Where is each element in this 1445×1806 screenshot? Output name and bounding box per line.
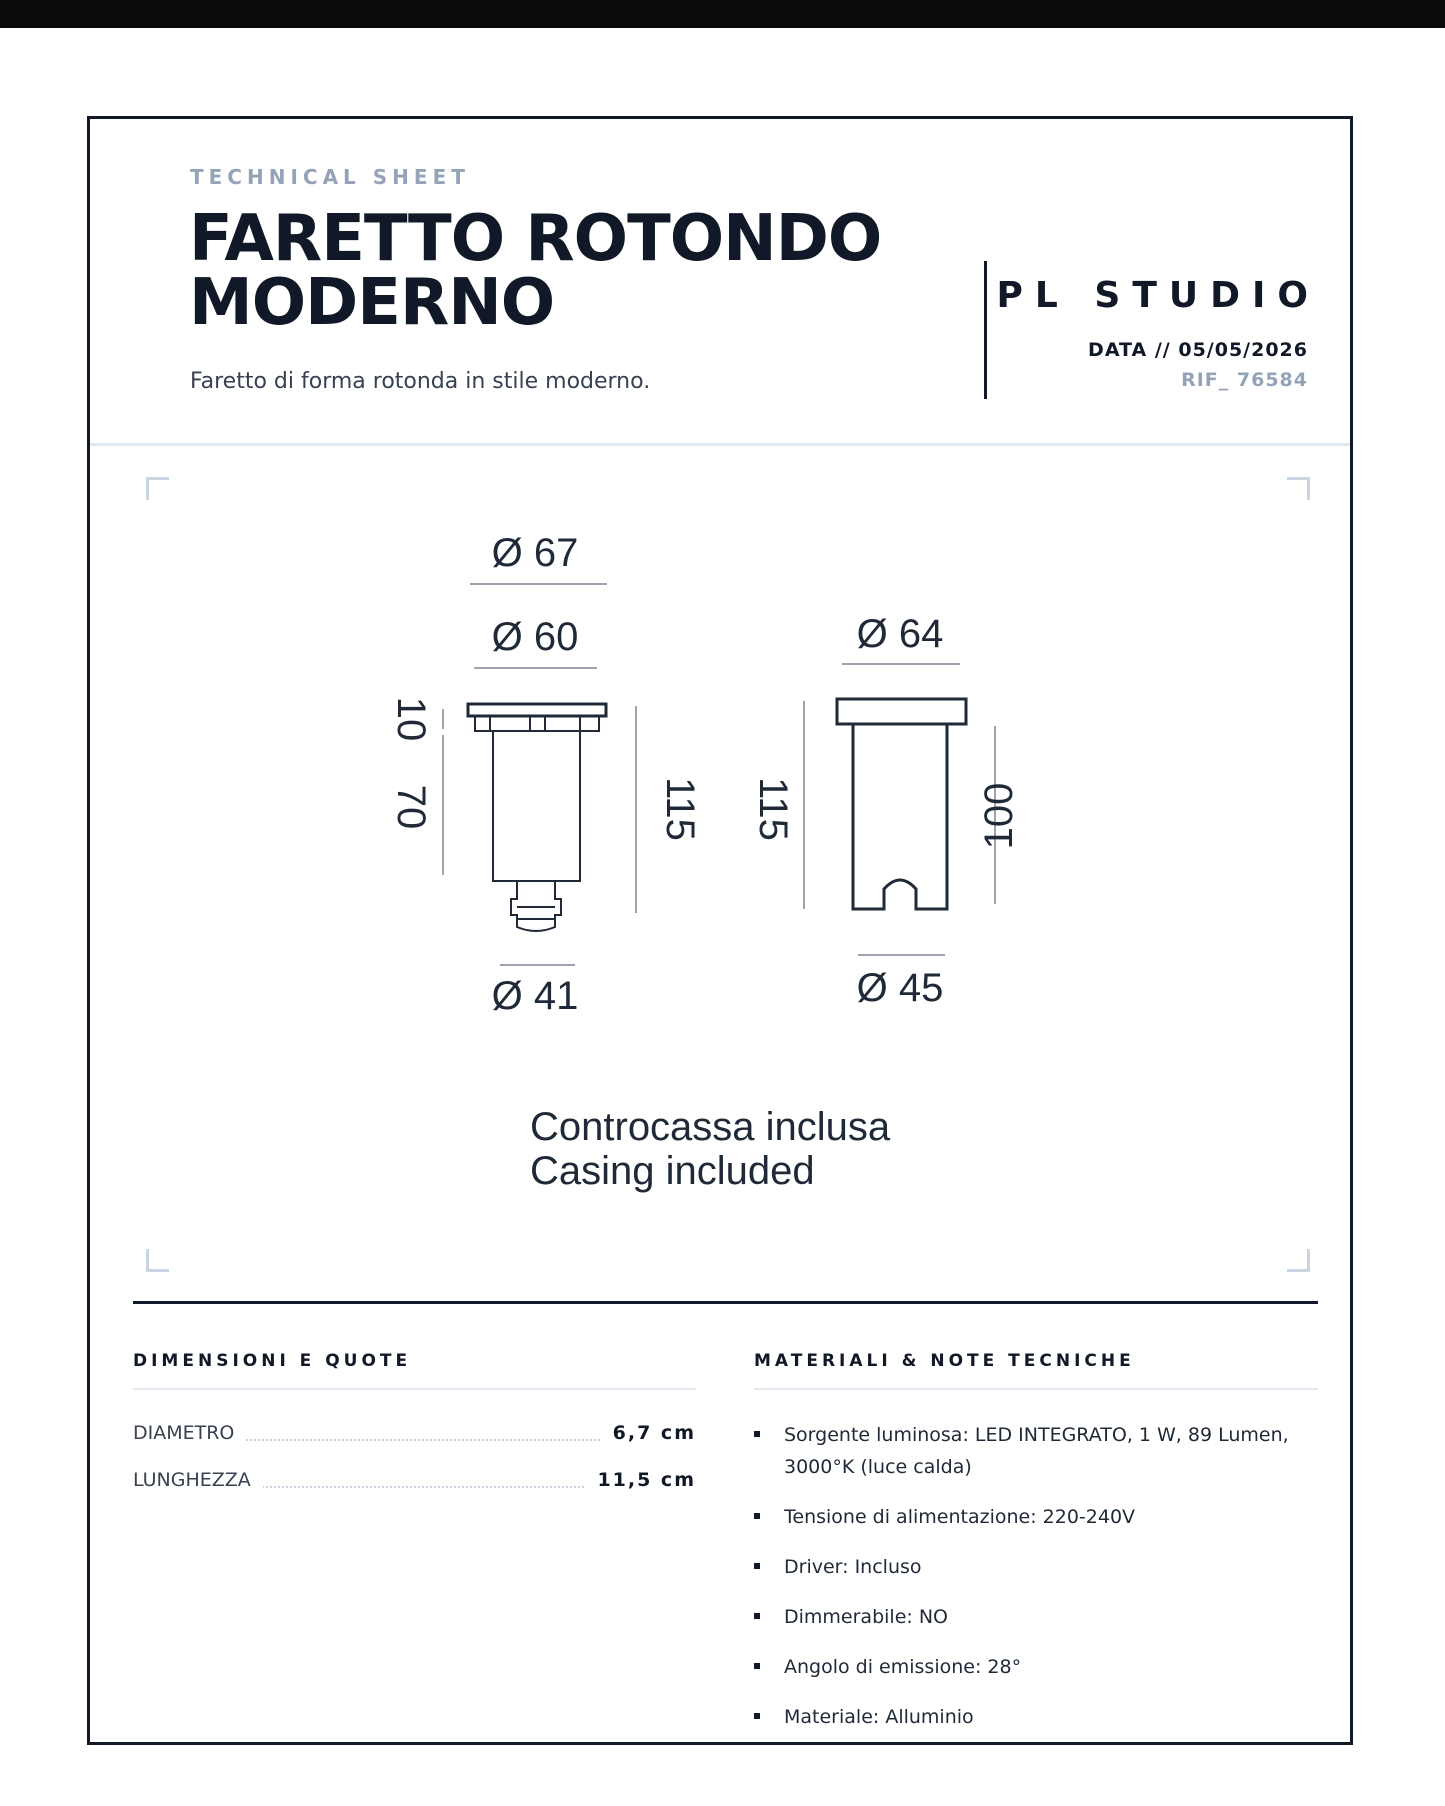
dimension-row-diameter (133, 1422, 696, 1452)
dim-side-small: 10 (389, 696, 433, 742)
list-item: Dimmerabile: NO (754, 1601, 1318, 1633)
technical-drawing (90, 119, 1353, 1299)
brand-name: PL STUDIO (996, 275, 1320, 316)
dim-side-body: 70 (389, 784, 433, 830)
spotlight-flange (468, 704, 606, 716)
dim-top-outer: Ø 67 (491, 531, 579, 575)
bullet-icon (754, 1563, 760, 1569)
caption-italian: Controcassa inclusa (530, 1105, 891, 1149)
dimension-value: 11,5 cm (585, 1469, 696, 1491)
top-bar (0, 0, 1445, 28)
spotlight-body (493, 731, 580, 881)
dimension-label: DIAMETRO (133, 1422, 246, 1444)
technical-sheet (87, 116, 1353, 1745)
materials-rule (754, 1388, 1318, 1390)
sheet-kicker: TECHNICAL SHEET (190, 165, 470, 189)
casing-drawing (751, 612, 1021, 1010)
product-description: Faretto di forma rotonda in stile moderno. (190, 369, 651, 394)
sheet-reference: RIF_ 76584 (1181, 369, 1308, 391)
list-item: Angolo di emissione: 28° (754, 1651, 1318, 1683)
casing-dim-bottom: Ø 45 (856, 966, 944, 1010)
spotlight-drawing (389, 531, 702, 1018)
list-item: Driver: Incluso (754, 1551, 1318, 1583)
dimension-label: LUNGHEZZA (133, 1469, 263, 1491)
dim-height: 115 (658, 777, 702, 841)
casing-collar (837, 699, 966, 724)
specs-separator (133, 1301, 1318, 1304)
sheet-date: DATA // 05/05/2026 (1088, 339, 1308, 361)
casing-body (853, 724, 947, 909)
dimensions-title: DIMENSIONI E QUOTE (133, 1351, 412, 1371)
bullet-icon (754, 1713, 760, 1719)
bullet-icon (754, 1663, 760, 1669)
bullet-icon (754, 1513, 760, 1519)
caption-english: Casing included (530, 1149, 815, 1193)
dimension-value: 6,7 cm (601, 1422, 696, 1444)
materials-title: MATERIALI & NOTE TECNICHE (754, 1351, 1135, 1371)
product-title-line-1: FARETTO ROTONDO (189, 202, 882, 276)
casing-dim-height-right: 100 (977, 782, 1021, 850)
list-item: Sorgente luminosa: LED INTEGRATO, 1 W, 89 Lumen, 3000°K (luce calda) (754, 1419, 1318, 1483)
dimensions-rule (133, 1388, 696, 1390)
list-item: Materiale: Alluminio (754, 1701, 1318, 1733)
dimension-row-length (133, 1469, 696, 1499)
dim-bottom: Ø 41 (491, 974, 579, 1018)
casing-dim-height-left: 115 (751, 777, 795, 841)
list-item: Tensione di alimentazione: 220-240V (754, 1501, 1318, 1533)
casing-dim-top: Ø 64 (856, 612, 944, 656)
dim-top-inner: Ø 60 (491, 615, 579, 659)
materials-list (754, 1419, 1318, 1745)
bullet-icon (754, 1431, 760, 1437)
product-title-line-2: MODERNO (189, 266, 555, 340)
bullet-icon (754, 1613, 760, 1619)
